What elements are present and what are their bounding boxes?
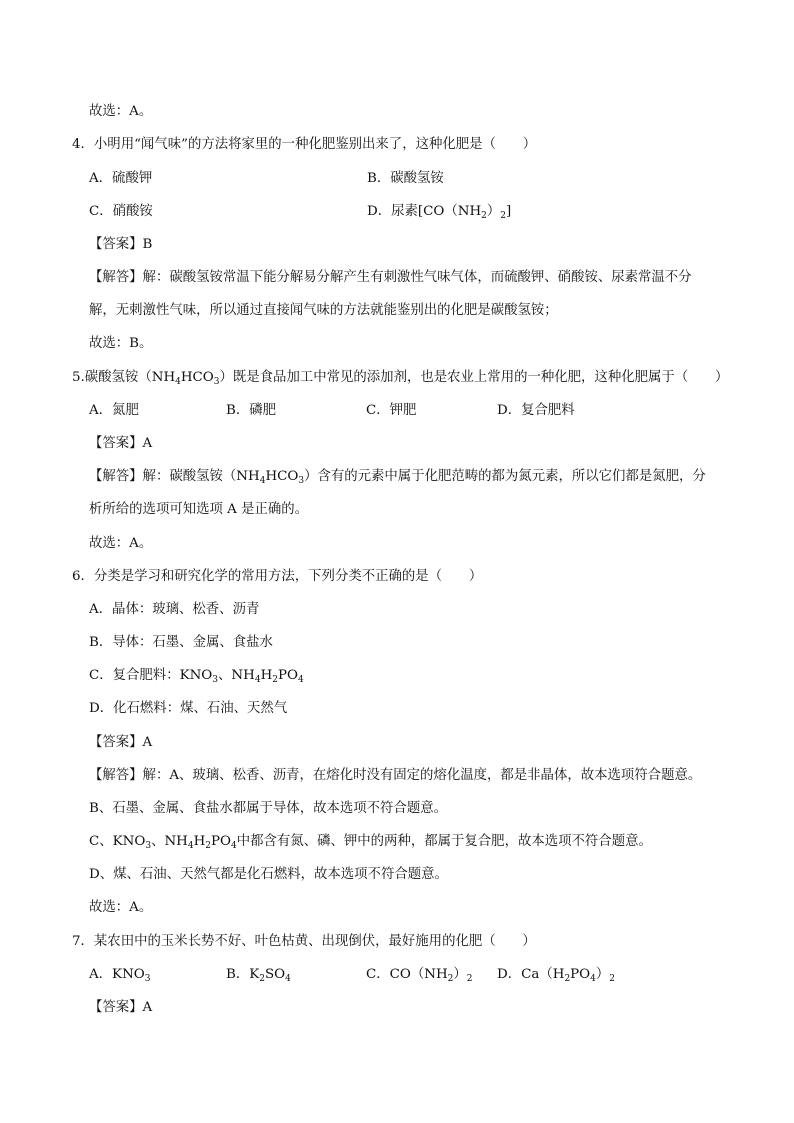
analysis-text-d: D、煤、石油、天然气都是化石燃料，故本选项不符合题意。 [89,867,448,882]
answer-label: 【答案】B [89,237,153,252]
question-4-stem: 4．小明用“闻气味”的方法将家里的一种化肥鉴别出来了，这种化肥是（ ） [72,137,537,152]
answer-label: 【答案】A [89,436,153,451]
analysis-text-continued: 解，无刺激性气味，所以通过直接闻气味的方法就能鉴别出的化肥是碳酸氢铵； [89,303,558,318]
option-a: A．硫酸钾 [89,171,153,186]
analysis-text-c: C、$KNO_3$、$NH_4H_2PO_4$中都含有氮、磷、钾中的两种，都属于复合肥，故本选项不符合题意。 [89,834,652,851]
analysis-text: 【解答】解：碳酸氢铵常温下能分解易分解产生有刺激性气味气体，而硫酸钾、硝酸铵、尿素常温不分 [89,270,692,285]
analysis-text: 【解答】解：碳酸氢铵$(NH_4HCO_3)$含有的元素中属于化肥范畴的都为氮元素，所以它们都是氮肥，分 [89,469,706,486]
question-7-stem: 7．某农田中的玉米长势不好、叶色枯黄、出现倒伏，最好施用的化肥（ ） [72,934,536,949]
answer-label: 【答案】A [89,735,153,750]
answer-label: 【答案】A [89,1000,153,1015]
option-c: C．硝酸铵 [89,204,153,219]
option-a: A．晶体：玻璃、松香、沥青 [89,602,260,617]
conclusion-text: 故选：A。 [89,536,153,551]
option-d: D．化石燃料：煤、石油、天然气 [89,701,288,716]
option-d: D．$Ca(H_2PO_4)_2$ [497,967,616,984]
question-6-stem: 6．分类是学习和研究化学的常用方法，下列分类不正确的是（ ） [72,569,483,584]
option-a: A．氮肥 [89,403,139,418]
option-d: D．尿素$[CO(NH_2)_2]$ [367,204,512,221]
analysis-text-b: B、石墨、金属、食盐水都属于导体，故本选项不符合题意。 [89,801,447,816]
conclusion-text: 故选：B。 [89,336,153,351]
conclusion-text: 故选：A。 [89,104,153,119]
question-5-stem: 5.碳酸氢铵$(NH_4HCO_3)$既是食品加工中常见的添加剂，也是农业上常用的一种化肥，这种化肥属于（ ） [72,370,729,387]
conclusion-text: 故选：A。 [89,900,153,915]
option-b: B．磷肥 [226,403,277,418]
option-c: C．钾肥 [366,403,417,418]
option-c: C．复合肥料：$KNO_3$、$NH_4H_2PO_4$ [89,668,304,685]
option-a: A．$KNO_3$ [89,967,151,984]
option-b: B．碳酸氢铵 [367,171,444,186]
option-b: B．$K_2SO_4$ [226,967,291,984]
option-c: C．$CO(NH_2)_2$ [366,967,473,984]
analysis-text: 【解答】解：A、玻璃、松香、沥青，在熔化时没有固定的熔化温度，都是非晶体，故本选项符合题意。 [89,768,702,783]
option-b: B．导体：石墨、金属、食盐水 [89,635,273,650]
option-d: D．复合肥料 [497,403,575,418]
analysis-text-continued: 析所给的选项可知选项 A 是正确的。 [89,502,309,517]
